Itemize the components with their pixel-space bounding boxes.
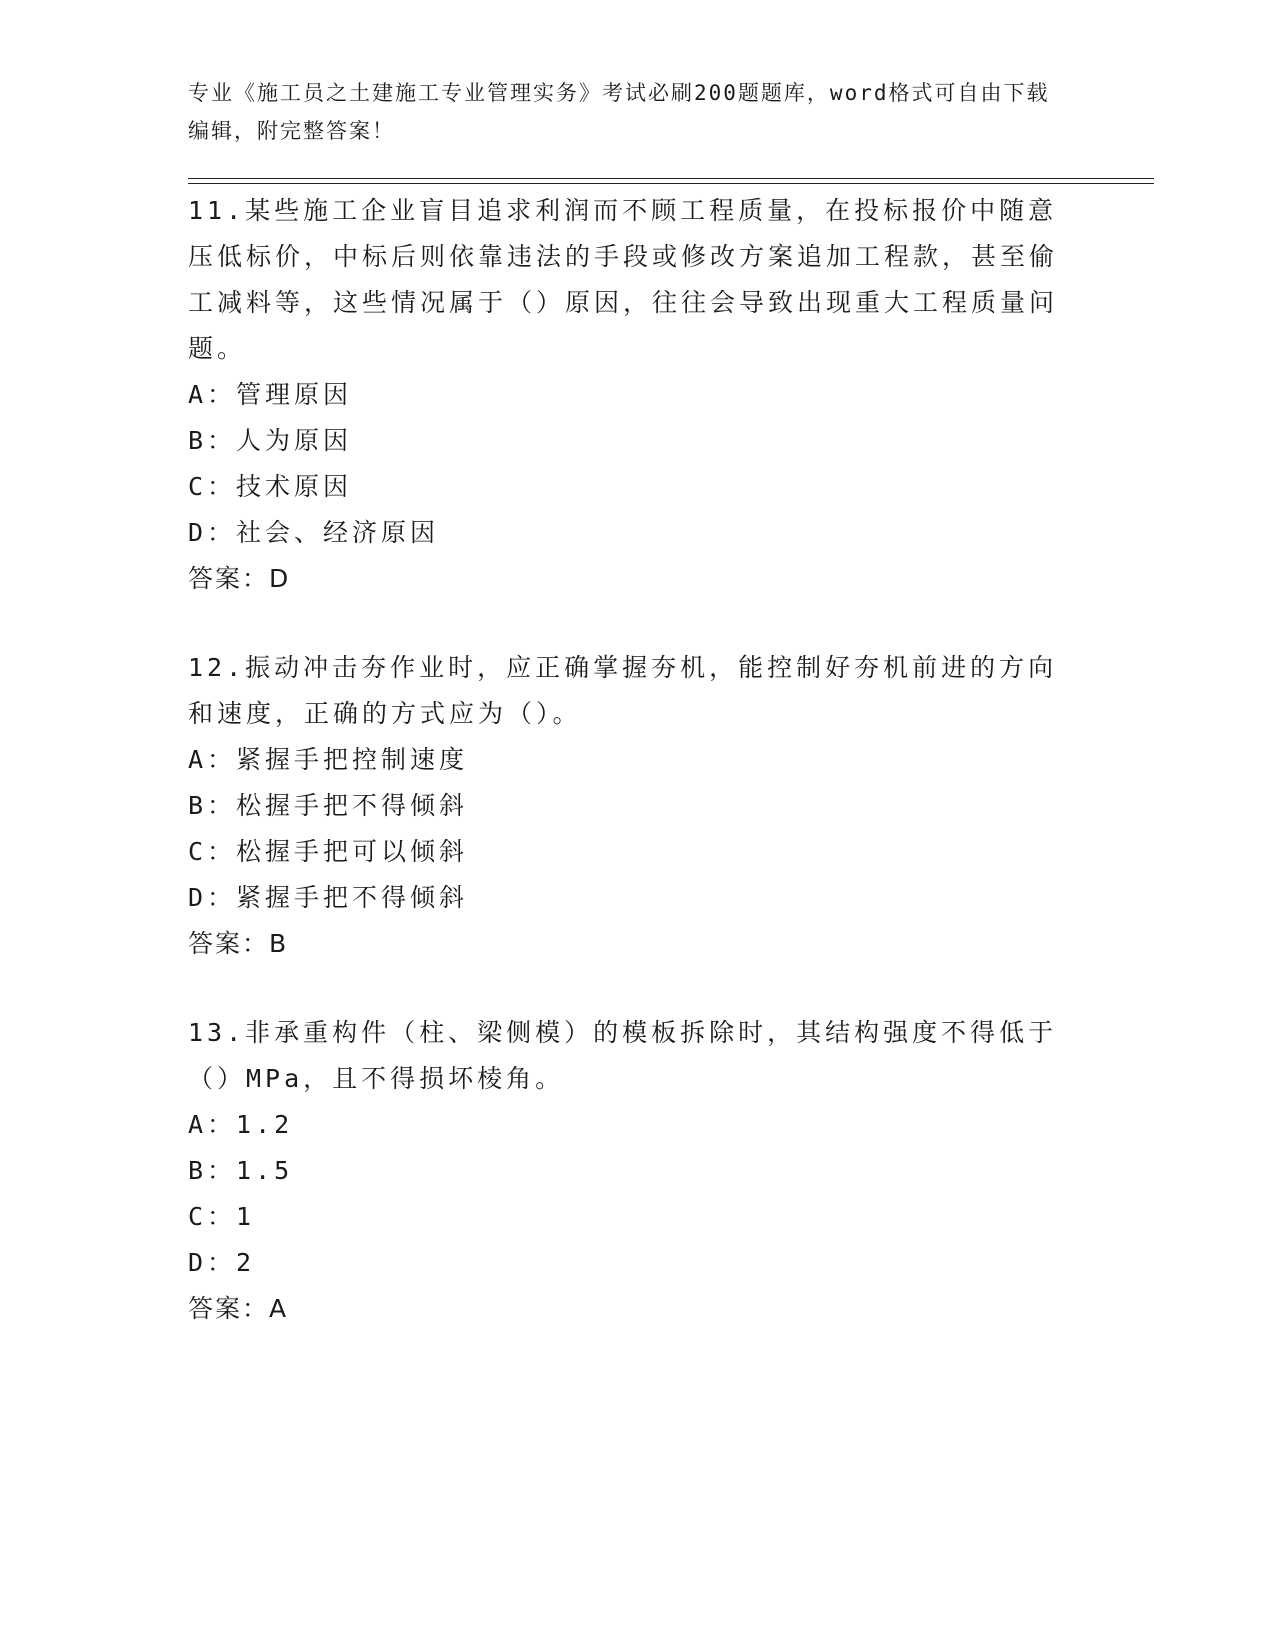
option-a: A：1.2 (188, 1110, 294, 1139)
option-d: D：2 (188, 1248, 256, 1277)
question-13 (188, 1010, 1078, 1332)
header-divider-top (188, 178, 1154, 179)
question-stem: 11.某些施工企业盲目追求利润而不顾工程质量，在投标报价中随意压低标价，中标后则依靠违法的手段或修改方案追加工程款，甚至偷工减料等，这些情况属于（）原因，往往会导致出现重大工程质量问题。 (188, 196, 1059, 363)
option-c: C：技术原因 (188, 472, 353, 501)
answer-line: 答案：D (188, 564, 291, 593)
answer-line: 答案：A (188, 1294, 289, 1323)
option-c: C：1 (188, 1202, 256, 1231)
question-11 (188, 188, 1078, 602)
option-b: B：人为原因 (188, 426, 353, 455)
option-a: A：紧握手把控制速度 (188, 745, 469, 774)
option-b: B：1.5 (188, 1156, 294, 1185)
option-a: A：管理原因 (188, 380, 353, 409)
question-stem: 12.振动冲击夯作业时，应正确掌握夯机，能控制好夯机前进的方向和速度，正确的方式应为（）。 (188, 653, 1058, 728)
question-stem: 13.非承重构件（柱、梁侧模）的模板拆除时，其结构强度不得低于（）MPa，且不得损坏棱角。 (188, 1018, 1058, 1093)
document-header: 专业《施工员之土建施工专业管理实务》考试必刷200题题库，word格式可自由下载编辑，附完整答案！ (188, 81, 1050, 143)
question-12 (188, 645, 1078, 967)
header-divider-bottom (188, 183, 1154, 184)
option-b: B：松握手把不得倾斜 (188, 791, 469, 820)
option-d: D：社会、经济原因 (188, 518, 440, 547)
answer-line: 答案：B (188, 929, 289, 958)
option-c: C：松握手把可以倾斜 (188, 837, 469, 866)
option-d: D：紧握手把不得倾斜 (188, 883, 469, 912)
